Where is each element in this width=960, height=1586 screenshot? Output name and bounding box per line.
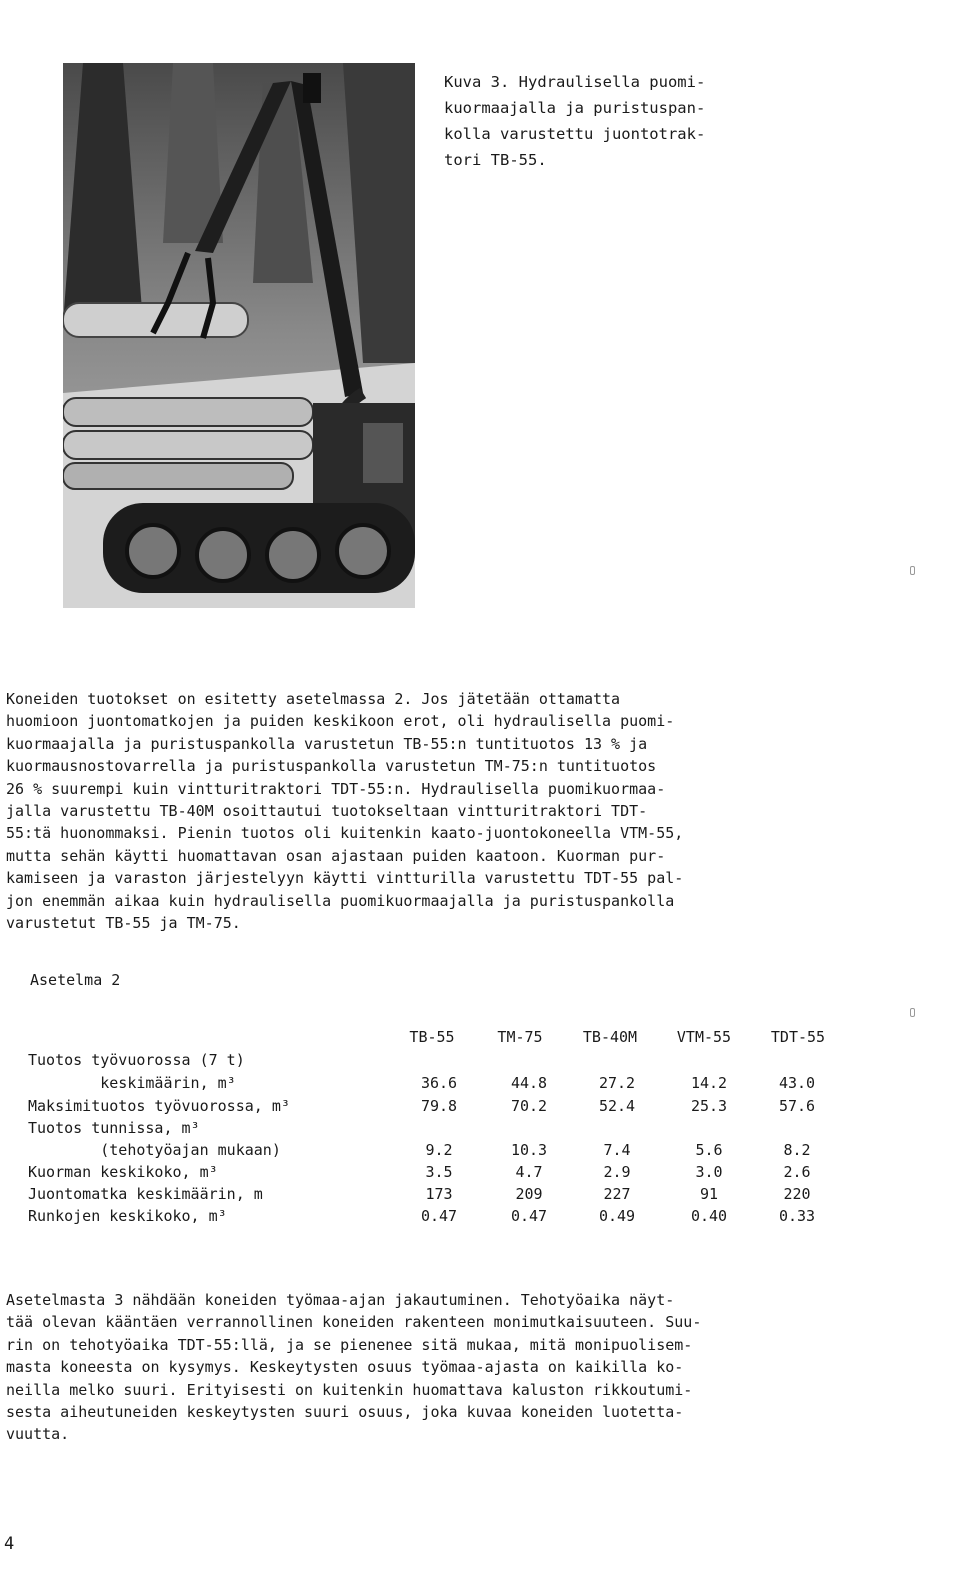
column-header: TB-40M — [582, 1028, 638, 1046]
table-cell: 0.47 — [420, 1207, 458, 1225]
table-cell: 3.5 — [425, 1163, 453, 1181]
table-cell: 79.8 — [420, 1097, 458, 1115]
row-label: Tuotos työvuorossa (7 t) — [28, 1051, 245, 1069]
tractor-photo — [63, 63, 415, 608]
table-cell: 70.2 — [510, 1097, 548, 1115]
table-cell: 10.3 — [510, 1141, 548, 1159]
table-cell: 227 — [603, 1185, 631, 1203]
figure-caption: Kuva 3. Hydraulisella puomi- kuormaajalla ja puristuspan- kolla varustettu juontotrak- tori TB-55. — [444, 73, 706, 169]
production-table — [0, 1024, 960, 1264]
table-cell: 4.7 — [515, 1163, 543, 1181]
table-cell: 44.8 — [510, 1074, 548, 1092]
column-header: TM-75 — [497, 1028, 543, 1046]
table-cell: 36.6 — [420, 1074, 458, 1092]
table-cell: 0.40 — [690, 1207, 728, 1225]
scan-speck — [910, 1008, 915, 1017]
row-label: (tehotyöajan mukaan) — [28, 1141, 281, 1159]
table-cell: 57.6 — [778, 1097, 816, 1115]
row-label: Tuotos tunnissa, m³ — [28, 1119, 200, 1137]
row-label: Juontomatka keskimäärin, m — [28, 1185, 263, 1203]
scan-speck — [910, 566, 915, 575]
table-title: Asetelma 2 — [30, 971, 121, 989]
table-cell: 0.47 — [510, 1207, 548, 1225]
table-cell: 220 — [783, 1185, 811, 1203]
column-header: TDT-55 — [770, 1028, 826, 1046]
table-cell: 3.0 — [695, 1163, 723, 1181]
table-cell: 25.3 — [690, 1097, 728, 1115]
table-cell: 209 — [515, 1185, 543, 1203]
body-paragraph-1: Koneiden tuotokset on esitetty asetelmassa 2. Jos jätetään ottamatta huomioon juontomatkojen ja puiden keskikoon erot, oli hydraulisella puomi- kuormaajalla ja puristuspankolla varustetun TB-55:n tuntituotos 13 % ja kuormausnostovarrella ja puristuspankolla varustetun TM-75:n tuntituotos 26 % suurempi kuin vintturitraktori TDT-55:n. Hydraulisella puomikuormaa- jalla varustettu TB-40M osoittautui tuotokseltaan vintturitraktori TDT- 55:tä huonommaksi. Pienin tuotos oli kuitenkin kaato-juontokoneella VTM-55, mutta sehän käytti huomattavan osan ajastaan puiden kaatoon. Kuorman pur- kamiseen ja varaston järjestelyyn käytti vintturilla varustettu TDT-55 pal- jon enemmän aikaa kuin hydraulisella puomikuormaajalla ja puristuspankolla varustetut TB-55 ja TM-75. — [6, 690, 684, 933]
table-cell: 43.0 — [778, 1074, 816, 1092]
table-cell: 2.9 — [603, 1163, 631, 1181]
table-cell: 5.6 — [695, 1141, 723, 1159]
table-cell: 8.2 — [783, 1141, 811, 1159]
page-number: 4 — [4, 1534, 15, 1554]
column-header: VTM-55 — [676, 1028, 732, 1046]
table-cell: 2.6 — [783, 1163, 811, 1181]
table-cell: 173 — [425, 1185, 453, 1203]
table-cell: 9.2 — [425, 1141, 453, 1159]
table-cell: 14.2 — [690, 1074, 728, 1092]
row-label: Kuorman keskikoko, m³ — [28, 1163, 218, 1181]
row-label: Runkojen keskikoko, m³ — [28, 1207, 227, 1225]
forest-tractor-photo-icon — [63, 63, 415, 608]
row-label: Maksimituotos työvuorossa, m³ — [28, 1097, 290, 1115]
table-cell: 0.33 — [778, 1207, 816, 1225]
table-cell: 7.4 — [603, 1141, 631, 1159]
row-label: keskimäärin, m³ — [28, 1074, 236, 1092]
column-header: TB-55 — [409, 1028, 455, 1046]
table-cell: 91 — [699, 1185, 719, 1203]
table-cell: 52.4 — [598, 1097, 636, 1115]
body-paragraph-2: Asetelmasta 3 nähdään koneiden työmaa-ajan jakautuminen. Tehotyöaika näyt- tää olevan kääntäen verrannollinen koneiden rakenteen monimutkaisuuteen. Suu- rin on tehotyöaika TDT-55:llä, ja se pienenee sitä mukaa, mitä monipuolisem- masta koneesta on kysymys. Keskeytysten osuus työmaa-ajasta on kaikilla ko- neilla melko suuri. Erityisesti on kuitenkin huomattava kaluston rikkoutumi- sesta aiheutuneiden keskeytysten suuri osuus, joka kuvaa koneiden luotetta- vuutta. — [6, 1291, 702, 1444]
table-cell: 0.49 — [598, 1207, 636, 1225]
table-cell: 27.2 — [598, 1074, 636, 1092]
